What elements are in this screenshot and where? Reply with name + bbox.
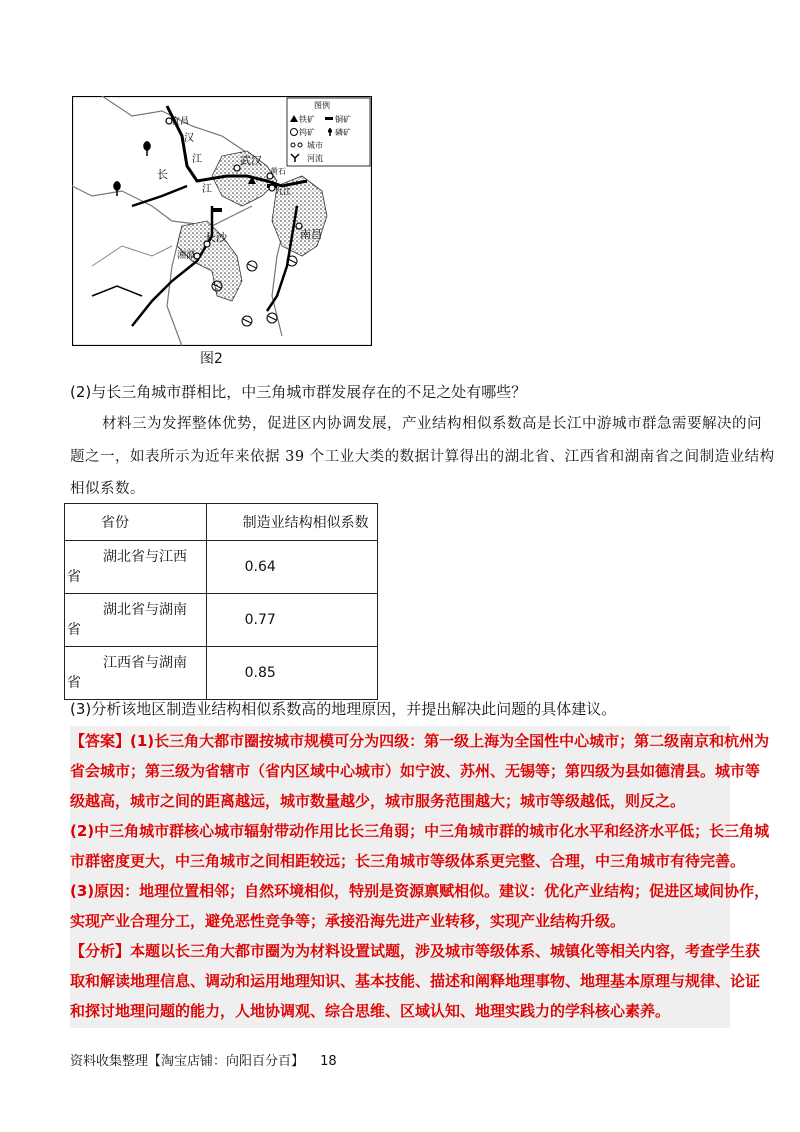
- similarity-table: [64, 503, 378, 700]
- analysis-line-2: 取和解读地理信息、调动和运用地理知识、基本技能、描述和阐释地理事物、地理基本原理与规律、论证: [70, 972, 761, 990]
- province-pair-wrap: 省: [67, 675, 81, 691]
- province-pair-wrap: 省: [67, 622, 81, 638]
- page-footer: [70, 1050, 337, 1069]
- label-jiujiang: 九江: [275, 187, 291, 196]
- similarity-value: 0.64: [244, 559, 276, 575]
- table-row: [65, 647, 378, 700]
- label-jiang2: 江: [202, 184, 212, 195]
- map-figure: [72, 96, 372, 346]
- table-header-row: [65, 504, 378, 541]
- analysis-tag: 【分析】: [70, 942, 131, 960]
- answer-line-6: (3)原因：地理位置相邻；自然环境相似，特别是资源禀赋相似。建议：优化产业结构；促进区域间协作，: [70, 882, 770, 900]
- material-line-3: 相似系数。: [70, 481, 145, 497]
- material-line-1: 材料三为发挥整体优势，促进区内协调发展，产业结构相似系数高是长江中游城市群急需要解决的问: [102, 416, 762, 432]
- figure-caption: 图2: [200, 351, 223, 367]
- label-chang: 长: [157, 168, 168, 181]
- question-3: (3)分析该地区制造业结构相似系数高的地理原因，并提出解决此问题的具体建议。: [70, 700, 617, 718]
- copper-symbol: [212, 208, 222, 212]
- label-han: 汉: [184, 133, 194, 144]
- province-pair-wrap: 省: [67, 569, 81, 585]
- province-pair: 湖北省与江西: [103, 549, 187, 565]
- province-pair: 湖北省与湖南: [103, 602, 187, 618]
- map-legend: [287, 98, 370, 166]
- material-line-2: 题之一，如表所示为近年来依据 39 个工业大类的数据计算得出的湖北省、江西省和湖南省之间制造业结构: [70, 449, 775, 465]
- province-pair: 江西省与湖南: [103, 655, 187, 671]
- svg-text:河流: 河流: [307, 154, 323, 163]
- answer-block: [70, 726, 770, 1028]
- question-2: (2)与长三角城市群相比，中三角城市群发展存在的不足之处有哪些？: [70, 383, 527, 401]
- footer-text: 资料收集整理【淘宝店铺：向阳百分百】: [70, 1054, 305, 1069]
- svg-text:钨矿: 钨矿: [299, 128, 315, 137]
- svg-text:铁矿: 铁矿: [299, 115, 315, 124]
- similarity-value: 0.77: [244, 612, 276, 628]
- label-changsha: 长沙: [205, 231, 227, 244]
- table-header-cell: 省份: [65, 504, 207, 541]
- label-jiang1: 江: [192, 154, 202, 165]
- answer-line-4: (2)中三角城市群核心城市辐射带动作用比长三角弱；中三角城市群的城市化水平和经济水平低；长三角城: [70, 822, 770, 840]
- answer-tag: 【答案】: [70, 732, 131, 750]
- answer-line-1: 【答案】(1)长三角大都市圈按城市规模可分为四级：第一级上海为全国性中心城市；第二级南京和杭州为: [70, 732, 770, 750]
- svg-text:磷矿: 磷矿: [335, 128, 351, 137]
- label-yichang: 宜昌: [171, 117, 190, 127]
- answer-line-7: 实现产业合理分工，避免恶性竞争等；承接沿海先进产业转移，实现产业结构升级。: [70, 912, 626, 930]
- table-row: [65, 541, 378, 594]
- answer-line-2: 省会城市；第三级为省辖市（省内区域中心城市）如宁波、苏州、无锡等；第四级为县如德清县。城市等: [70, 762, 761, 780]
- svg-text:铜矿: 铜矿: [335, 115, 351, 124]
- label-wuhan: 武汉: [240, 154, 262, 167]
- analysis-line-1: 【分析】本题以长三角大都市圈为为材料设置试题，涉及城市等级体系、城镇化等相关内容，考查学生获: [70, 942, 761, 960]
- label-huangshi: 黄石: [270, 167, 286, 176]
- label-nanchang: 南昌: [300, 228, 322, 241]
- answer-line-3: 级越高，城市之间的距离越远，城市数量越少，城市服务范围越大；城市等级越低，则反之。: [70, 792, 686, 810]
- table-header-cell: 制造业结构相似系数: [206, 504, 377, 541]
- table-row: [65, 594, 378, 647]
- label-xiangtan: 湘潭: [177, 251, 196, 261]
- similarity-value: 0.85: [244, 665, 276, 681]
- svg-text:城市: 城市: [307, 141, 323, 150]
- page-number: 18: [320, 1054, 337, 1069]
- answer-line-5: 市群密度更大，中三角城市之间相距较远；长三角城市等级体系更完整、合理，中三角城市有待完善。: [70, 852, 746, 870]
- svg-text:图例: 图例: [314, 101, 330, 110]
- analysis-line-3: 和探讨地理问题的能力，人地协调观、综合思维、区域认知、地理实践力的学科核心素养。: [70, 1002, 671, 1020]
